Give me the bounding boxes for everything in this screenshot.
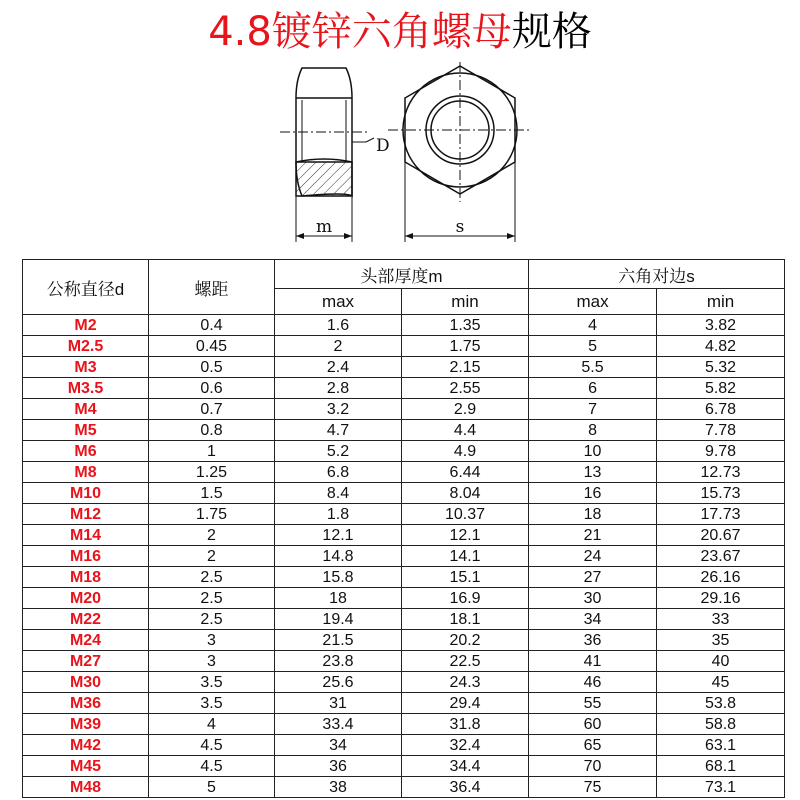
- cell-flats-max: 10: [529, 441, 657, 462]
- nut-side-view: [280, 68, 374, 242]
- cell-flats-min: 53.8: [657, 693, 785, 714]
- cell-flats-max: 21: [529, 525, 657, 546]
- cell-size: M45: [23, 756, 149, 777]
- title-highlight: 4.8镀锌六角螺母: [208, 9, 512, 55]
- cell-thickness-max: 1.8: [275, 504, 402, 525]
- cell-flats-max: 16: [529, 483, 657, 504]
- cell-thickness-min: 31.8: [402, 714, 529, 735]
- cell-thickness-min: 18.1: [402, 609, 529, 630]
- table-row: [23, 483, 785, 504]
- cell-pitch: 1.75: [149, 504, 275, 525]
- cell-thickness-min: 10.37: [402, 504, 529, 525]
- cell-thickness-max: 2: [275, 336, 402, 357]
- table-row: [23, 315, 785, 336]
- cell-pitch: 1.5: [149, 483, 275, 504]
- cell-flats-max: 34: [529, 609, 657, 630]
- cell-flats-max: 41: [529, 651, 657, 672]
- cell-thickness-min: 16.9: [402, 588, 529, 609]
- cell-flats-min: 26.16: [657, 567, 785, 588]
- cell-size: M10: [23, 483, 149, 504]
- cell-size: M18: [23, 567, 149, 588]
- cell-flats-max: 60: [529, 714, 657, 735]
- cell-flats-min: 15.73: [657, 483, 785, 504]
- cell-thickness-min: 2.55: [402, 378, 529, 399]
- cell-thickness-min: 6.44: [402, 462, 529, 483]
- table-row: [23, 651, 785, 672]
- table-row: [23, 777, 785, 798]
- cell-flats-max: 13: [529, 462, 657, 483]
- cell-flats-min: 68.1: [657, 756, 785, 777]
- nut-front-view: [388, 62, 532, 242]
- table-row: [23, 441, 785, 462]
- cell-flats-min: 33: [657, 609, 785, 630]
- table-row: [23, 735, 785, 756]
- title-rest: 规格: [511, 9, 592, 55]
- cell-flats-max: 8: [529, 420, 657, 441]
- cell-size: M42: [23, 735, 149, 756]
- cell-flats-min: 4.82: [657, 336, 785, 357]
- cell-thickness-min: 14.1: [402, 546, 529, 567]
- table-row: [23, 567, 785, 588]
- cell-pitch: 2.5: [149, 567, 275, 588]
- cell-thickness-min: 36.4: [402, 777, 529, 798]
- table-row: [23, 672, 785, 693]
- cell-flats-max: 30: [529, 588, 657, 609]
- cell-thickness-max: 23.8: [275, 651, 402, 672]
- cell-thickness-max: 21.5: [275, 630, 402, 651]
- cell-size: M20: [23, 588, 149, 609]
- spec-table-body: [23, 315, 785, 798]
- cell-flats-min: 17.73: [657, 504, 785, 525]
- cell-flats-max: 7: [529, 399, 657, 420]
- cell-pitch: 2: [149, 546, 275, 567]
- cell-pitch: 0.7: [149, 399, 275, 420]
- label-s: s: [455, 217, 465, 237]
- cell-flats-min: 3.82: [657, 315, 785, 336]
- spec-table: [22, 259, 785, 798]
- cell-thickness-max: 6.8: [275, 462, 402, 483]
- cell-flats-max: 24: [529, 546, 657, 567]
- cell-flats-min: 6.78: [657, 399, 785, 420]
- cell-thickness-max: 3.2: [275, 399, 402, 420]
- header-pitch: 螺距: [149, 260, 275, 315]
- cell-thickness-max: 4.7: [275, 420, 402, 441]
- cell-size: M36: [23, 693, 149, 714]
- cell-pitch: 3.5: [149, 693, 275, 714]
- cell-size: M8: [23, 462, 149, 483]
- table-row: [23, 336, 785, 357]
- cell-pitch: 3: [149, 630, 275, 651]
- cell-thickness-max: 14.8: [275, 546, 402, 567]
- cell-flats-max: 5: [529, 336, 657, 357]
- cell-flats-max: 4: [529, 315, 657, 336]
- cell-thickness-min: 1.75: [402, 336, 529, 357]
- header-nominal-diameter: 公称直径d: [23, 260, 149, 315]
- cell-flats-max: 55: [529, 693, 657, 714]
- table-row: [23, 525, 785, 546]
- table-row: [23, 588, 785, 609]
- cell-flats-min: 35: [657, 630, 785, 651]
- cell-thickness-max: 8.4: [275, 483, 402, 504]
- cell-thickness-max: 2.8: [275, 378, 402, 399]
- cell-thickness-max: 36: [275, 756, 402, 777]
- cell-thickness-max: 15.8: [275, 567, 402, 588]
- cell-size: M12: [23, 504, 149, 525]
- cell-pitch: 4.5: [149, 735, 275, 756]
- cell-thickness-min: 22.5: [402, 651, 529, 672]
- cell-flats-min: 58.8: [657, 714, 785, 735]
- cell-thickness-max: 31: [275, 693, 402, 714]
- cell-pitch: 4: [149, 714, 275, 735]
- cell-flats-min: 29.16: [657, 588, 785, 609]
- cell-size: M22: [23, 609, 149, 630]
- cell-flats-max: 65: [529, 735, 657, 756]
- label-D: D: [376, 136, 390, 156]
- cell-flats-min: 5.82: [657, 378, 785, 399]
- cell-thickness-min: 34.4: [402, 756, 529, 777]
- cell-thickness-max: 33.4: [275, 714, 402, 735]
- table-row: [23, 399, 785, 420]
- cell-flats-max: 5.5: [529, 357, 657, 378]
- cell-thickness-min: 12.1: [402, 525, 529, 546]
- cell-thickness-max: 25.6: [275, 672, 402, 693]
- cell-flats-min: 9.78: [657, 441, 785, 462]
- cell-thickness-min: 15.1: [402, 567, 529, 588]
- table-row: [23, 378, 785, 399]
- header-head-thickness: 头部厚度m: [275, 260, 529, 289]
- cell-thickness-max: 19.4: [275, 609, 402, 630]
- cell-size: M3.5: [23, 378, 149, 399]
- cell-thickness-min: 8.04: [402, 483, 529, 504]
- cell-flats-max: 6: [529, 378, 657, 399]
- cell-flats-max: 75: [529, 777, 657, 798]
- cell-pitch: 1: [149, 441, 275, 462]
- cell-size: M24: [23, 630, 149, 651]
- header-flats-max: max: [529, 289, 657, 315]
- cell-thickness-max: 18: [275, 588, 402, 609]
- cell-thickness-min: 2.9: [402, 399, 529, 420]
- cell-size: M2: [23, 315, 149, 336]
- cell-size: M14: [23, 525, 149, 546]
- table-row: [23, 462, 785, 483]
- cell-pitch: 5: [149, 777, 275, 798]
- header-across-flats: 六角对边s: [529, 260, 785, 289]
- cell-size: M39: [23, 714, 149, 735]
- header-thickness-max: max: [275, 289, 402, 315]
- cell-pitch: 2: [149, 525, 275, 546]
- table-row: [23, 609, 785, 630]
- cell-thickness-max: 38: [275, 777, 402, 798]
- cell-pitch: 0.4: [149, 315, 275, 336]
- cell-size: M6: [23, 441, 149, 462]
- cell-flats-min: 20.67: [657, 525, 785, 546]
- page-title: [0, 6, 800, 58]
- cell-flats-max: 46: [529, 672, 657, 693]
- cell-thickness-min: 32.4: [402, 735, 529, 756]
- cell-size: M27: [23, 651, 149, 672]
- cell-flats-min: 73.1: [657, 777, 785, 798]
- cell-pitch: 0.5: [149, 357, 275, 378]
- cell-flats-min: 12.73: [657, 462, 785, 483]
- table-row: [23, 420, 785, 441]
- hex-nut-technical-drawing: [0, 62, 800, 252]
- cell-pitch: 0.45: [149, 336, 275, 357]
- cell-flats-max: 27: [529, 567, 657, 588]
- cell-size: M30: [23, 672, 149, 693]
- cell-pitch: 3.5: [149, 672, 275, 693]
- cell-pitch: 2.5: [149, 609, 275, 630]
- table-row: [23, 693, 785, 714]
- cell-thickness-min: 20.2: [402, 630, 529, 651]
- cell-size: M48: [23, 777, 149, 798]
- cell-pitch: 0.8: [149, 420, 275, 441]
- cell-thickness-min: 24.3: [402, 672, 529, 693]
- cell-size: M16: [23, 546, 149, 567]
- table-row: [23, 714, 785, 735]
- table-row: [23, 630, 785, 651]
- cell-pitch: 2.5: [149, 588, 275, 609]
- cell-size: M3: [23, 357, 149, 378]
- cell-thickness-max: 12.1: [275, 525, 402, 546]
- label-m: m: [315, 217, 333, 237]
- cell-flats-min: 5.32: [657, 357, 785, 378]
- cell-thickness-min: 4.4: [402, 420, 529, 441]
- table-row: [23, 357, 785, 378]
- cell-thickness-min: 1.35: [402, 315, 529, 336]
- cell-pitch: 3: [149, 651, 275, 672]
- cell-thickness-min: 29.4: [402, 693, 529, 714]
- table-row: [23, 504, 785, 525]
- cell-size: M2.5: [23, 336, 149, 357]
- header-thickness-min: min: [402, 289, 529, 315]
- cell-thickness-min: 4.9: [402, 441, 529, 462]
- cell-flats-max: 36: [529, 630, 657, 651]
- cell-size: M5: [23, 420, 149, 441]
- cell-thickness-max: 2.4: [275, 357, 402, 378]
- cell-pitch: 4.5: [149, 756, 275, 777]
- cell-flats-min: 23.67: [657, 546, 785, 567]
- cell-thickness-max: 5.2: [275, 441, 402, 462]
- cell-thickness-max: 1.6: [275, 315, 402, 336]
- cell-flats-max: 70: [529, 756, 657, 777]
- cell-pitch: 1.25: [149, 462, 275, 483]
- cell-pitch: 0.6: [149, 378, 275, 399]
- table-row: [23, 756, 785, 777]
- cell-thickness-max: 34: [275, 735, 402, 756]
- header-flats-min: min: [657, 289, 785, 315]
- cell-flats-min: 63.1: [657, 735, 785, 756]
- cell-flats-max: 18: [529, 504, 657, 525]
- cell-size: M4: [23, 399, 149, 420]
- cell-flats-min: 40: [657, 651, 785, 672]
- cell-thickness-min: 2.15: [402, 357, 529, 378]
- table-row: [23, 546, 785, 567]
- cell-flats-min: 7.78: [657, 420, 785, 441]
- cell-flats-min: 45: [657, 672, 785, 693]
